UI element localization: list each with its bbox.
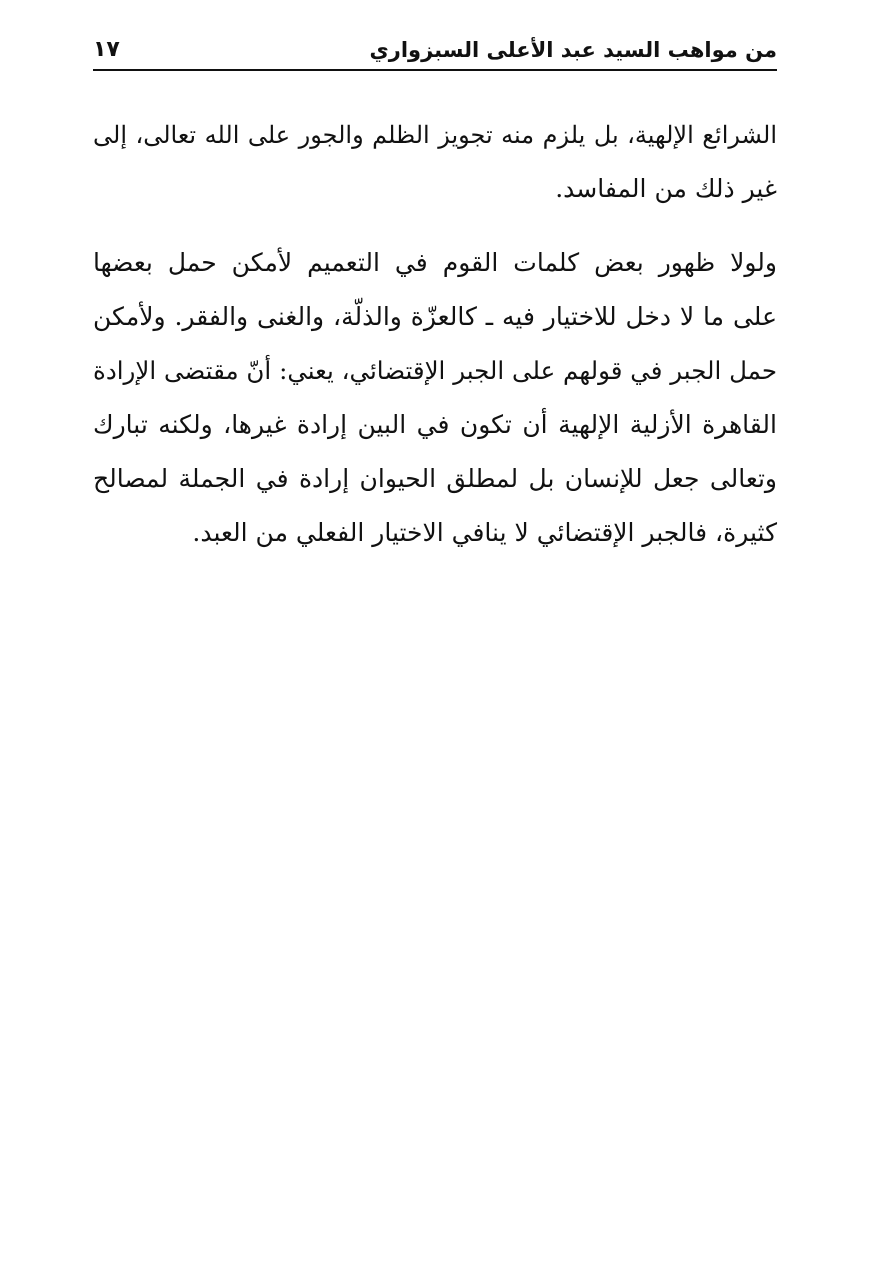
text-line: وتعالى جعل للإنسان بل لمطلق الحيوان إرادة في الجملة لمصالح xyxy=(93,464,777,493)
text-line: غير ذلك من المفاسد. xyxy=(555,174,777,203)
page-number: ١٧ xyxy=(93,37,120,62)
running-title: من مواهب السيد عبد الأعلى السبزواري xyxy=(369,38,777,62)
page-header xyxy=(93,28,777,68)
text-line: على ما لا دخل للاختيار فيه ـ كالعزّة والذلّة، والغنى والفقر. ولأمكن xyxy=(93,302,777,331)
paragraph-gap xyxy=(93,216,777,236)
text-line: الشرائع الإلهية، بل يلزم منه تجويز الظلم والجور على الله تعالى، إلى xyxy=(93,121,777,149)
text-line: ولولا ظهور بعض كلمات القوم في التعميم لأمكن حمل بعضها xyxy=(93,248,777,277)
body-text xyxy=(93,108,777,560)
text-line: حمل الجبر في قولهم على الجبر الإقتضائي، يعني: أنّ مقتضى الإرادة xyxy=(93,356,777,385)
paragraph-2 xyxy=(93,236,777,560)
text-line: القاهرة الأزلية الإلهية أن تكون في البين إرادة غيرها، ولكنه تبارك xyxy=(93,410,777,439)
text-line: كثيرة، فالجبر الإقتضائي لا ينافي الاختيار الفعلي من العبد. xyxy=(192,518,777,547)
paragraph-1 xyxy=(93,108,777,216)
header-rule xyxy=(93,69,777,71)
